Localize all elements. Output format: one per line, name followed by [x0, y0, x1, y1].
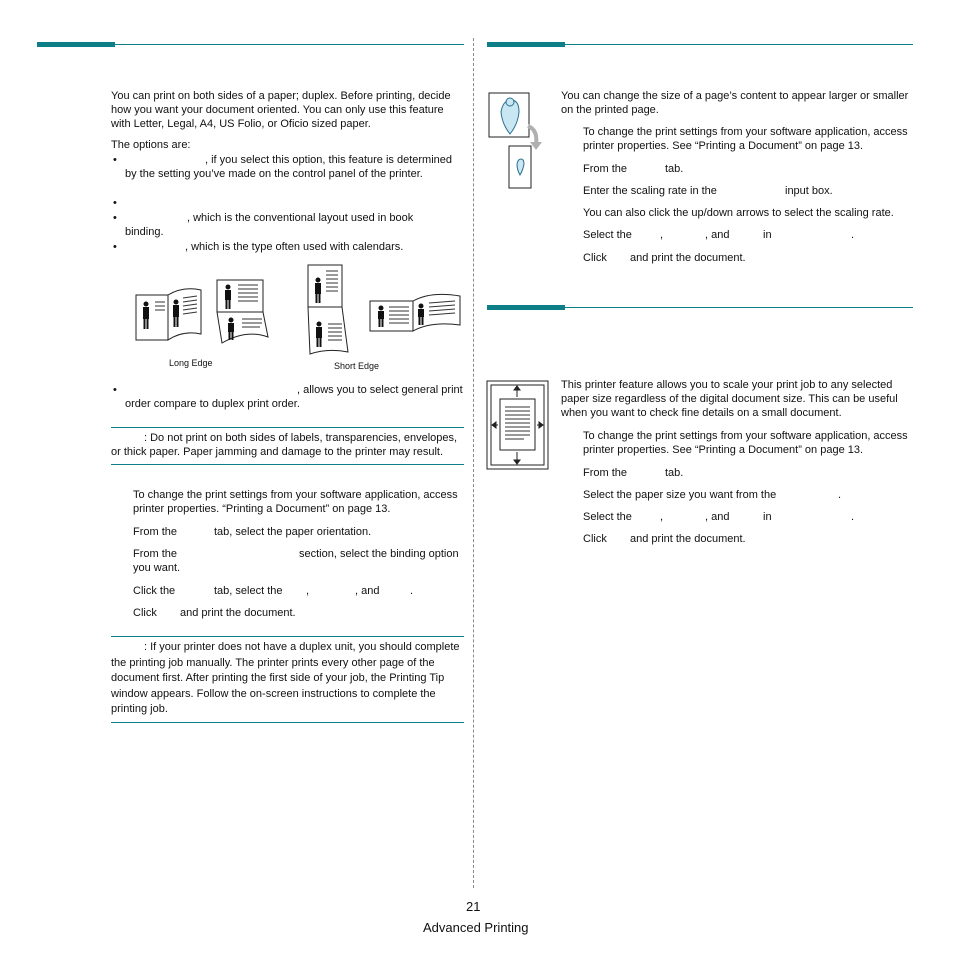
duplex-step-5a: Click [133, 607, 157, 619]
scaling-step-3b: input box. [785, 185, 833, 197]
chapter-title: Advanced Printing [423, 920, 529, 935]
long-edge-book-illustration [135, 286, 203, 342]
scaling-step-4c: , and [705, 229, 730, 241]
option-printer-setting: , if you select this option, this feature is determined by the setting you’ve made on the control panel of the printer. [125, 154, 453, 180]
duplex-intro: You can print on both sides of a paper; duplex. Before printing, decide how you want your document oriented. You can only use this feature with Letter, Legal, A4, US Folio, or Oficio sized paper. [111, 90, 451, 130]
fit-to-page-intro: This printer feature allows you to scale your print job to any selected paper size regardless of the digital document size. This can be useful when you want to check fine details on a small document. [561, 379, 898, 419]
scaling-step-5b: and print the document. [630, 252, 746, 264]
options-label: The options are: [111, 139, 191, 151]
fit-to-page-illustration [486, 380, 550, 472]
scaling-illustration [488, 92, 548, 192]
scaling-step-3c: You can also click the up/down arrows to select the scaling rate. [583, 207, 894, 219]
fit-step-4b: , [660, 511, 664, 523]
duplex-step-4d: , and [355, 585, 380, 597]
fit-step-2b: tab. [665, 467, 684, 479]
scaling-step-3a: Enter the scaling rate in the [583, 185, 717, 197]
bullet-dot-3: • [113, 212, 117, 224]
fit-step-4e: . [851, 511, 855, 523]
fit-step-5b: and print the document. [630, 533, 746, 545]
duplex-step-5b: and print the document. [180, 607, 296, 619]
left-header-rule [115, 44, 464, 45]
fit-step-4d: in [763, 511, 772, 523]
duplex-step-4a: Click the [133, 585, 176, 597]
option-long-edge: , which is the conventional layout used in book binding. [125, 212, 414, 238]
bullet-dot-2: • [113, 197, 117, 209]
note1-bottom-rule [111, 464, 464, 465]
long-edge-page-illustration [216, 279, 271, 345]
column-divider [473, 38, 474, 888]
note2-text: : If your printer does not have a duplex unit, you should complete the printing job manually. The printer prints every other page of the document first. After printing the first side of your job, the Printing Tip window appears. Follow the on-screen instructions to complete the printing job. [111, 641, 460, 715]
bullet-dot-1: • [113, 154, 117, 166]
scaling-step-4d: in [763, 229, 772, 241]
duplex-step-4b: tab, select the [214, 585, 283, 597]
caption-long-edge: Long Edge [169, 358, 213, 368]
right-section2-accent [487, 305, 565, 310]
option-reverse-duplex: , allows you to select general print order compare to duplex print order. [125, 384, 463, 410]
fit-step-5a: Click [583, 533, 607, 545]
fit-step-4a: Select the [583, 511, 632, 523]
duplex-step-2a: From the [133, 526, 178, 538]
page-number: 21 [466, 899, 481, 914]
left-header-accent [37, 42, 115, 47]
scaling-step-4e: . [851, 229, 855, 241]
scaling-step-4b: , [660, 229, 664, 241]
bullet-dot-4: • [113, 241, 117, 253]
fit-step-4c: , and [705, 511, 730, 523]
note1-top-rule [111, 427, 464, 428]
note2-bottom-rule [111, 722, 464, 723]
duplex-step-3a: From the [133, 548, 178, 560]
duplex-step-2b: tab, select the paper orientation. [214, 526, 372, 538]
fit-step-1: To change the print settings from your software application, access printer properties. See “Printing a Document” on page 13. [583, 430, 908, 456]
short-edge-book-illustration [369, 291, 462, 333]
scaling-step-4a: Select the [583, 229, 632, 241]
option-short-edge: , which is the type often used with calendars. [185, 241, 404, 253]
fit-step-3a: Select the paper size you want from the [583, 489, 777, 501]
duplex-step-4e: . [410, 585, 414, 597]
fit-step-2a: From the [583, 467, 628, 479]
scaling-step-2b: tab. [665, 163, 684, 175]
right-header-rule [565, 44, 913, 45]
right-header-accent [487, 42, 565, 47]
duplex-step-3b: section, select the binding option you want. [133, 548, 459, 574]
fit-step-3b: . [838, 489, 842, 501]
scaling-step-1: To change the print settings from your software application, access printer properties. See “Printing a Document” on page 13. [583, 126, 908, 152]
duplex-step-1: To change the print settings from your software application, access printer properties. “Printing a Document” on page 13. [133, 489, 458, 515]
right-section2-rule [565, 307, 913, 308]
scaling-step-2a: From the [583, 163, 628, 175]
note1-text: : Do not print on both sides of labels, transparencies, envelopes, or thick paper. Paper jamming and damage to the printer may result. [111, 432, 458, 458]
short-edge-calendar-illustration [306, 264, 350, 356]
scaling-intro: You can change the size of a page’s content to appear larger or smaller on the printed page. [561, 90, 909, 116]
bullet-dot-5: • [113, 384, 117, 396]
note2-top-rule [111, 636, 464, 637]
duplex-step-4c: , [306, 585, 310, 597]
caption-short-edge: Short Edge [334, 361, 380, 371]
scaling-step-5a: Click [583, 252, 607, 264]
